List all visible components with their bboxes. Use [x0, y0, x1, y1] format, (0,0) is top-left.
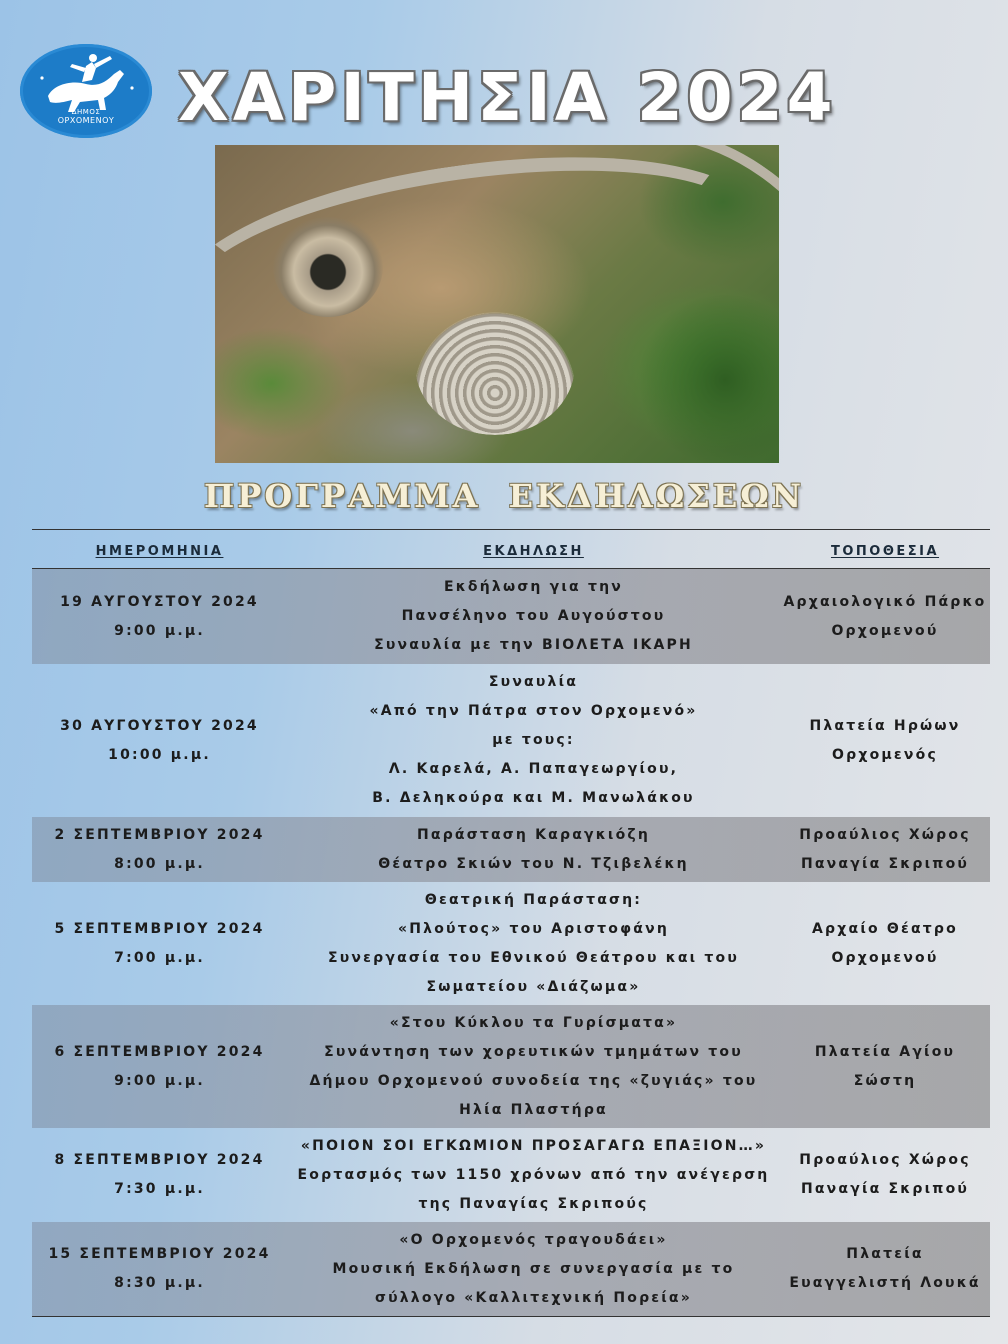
row-date: 6 ΣΕΠΤΕΜΒΡΙΟΥ 2024 — [54, 1043, 265, 1060]
row-event-line: Πανσέληνο του Αυγούστου — [401, 608, 666, 624]
row-location-line: Προαύλιος Χώρος — [799, 826, 971, 843]
table-header — [32, 530, 990, 569]
photo-treasury-dome — [273, 217, 383, 317]
row-event-line: «ΠΟΙΟΝ ΣΟΙ ΕΓΚΩΜΙΟΝ ΠΡΟΣΑΓΑΓΩ ΕΠΑΞΙΟΝ…» — [300, 1137, 767, 1154]
row-event-line: Συναυλία με την ΒΙΟΛΕΤΑ ΙΚΑΡΗ — [374, 637, 693, 653]
logo-text-line2: ΟΡΧΟΜΕΝΟΥ — [57, 116, 115, 125]
row-event-line: Λ. Καρελά, Α. Παπαγεωργίου, — [388, 761, 679, 777]
row-location-line: Πλατεία — [846, 1246, 924, 1262]
row-event-line: σύλλογο «Καλλιτεχνική Πορεία» — [374, 1289, 692, 1306]
row-event-cell — [287, 1005, 780, 1128]
row-date: 15 ΣΕΠΤΕΜΒΡΙΟΥ 2024 — [48, 1246, 271, 1262]
row-location-line: Ορχομενού — [831, 949, 939, 966]
row-time: 8:30 μ.μ. — [114, 1275, 205, 1291]
row-date-cell — [32, 1128, 287, 1222]
logo-text-line1: ΔΗΜΟΣ — [71, 108, 101, 116]
row-date: 2 ΣΕΠΤΕΜΒΡΙΟΥ 2024 — [54, 826, 265, 843]
row-event-line: Μουσική Εκδήλωση σε συνεργασία με το — [332, 1260, 735, 1277]
row-time: 9:00 μ.μ. — [114, 622, 205, 639]
row-time: 7:30 μ.μ. — [114, 1181, 205, 1197]
row-event-cell — [287, 664, 780, 817]
row-date-cell — [32, 1222, 287, 1316]
row-event-line: Ηλία Πλαστήρα — [459, 1101, 608, 1118]
row-location-cell — [780, 817, 990, 882]
row-location-cell — [780, 664, 990, 817]
row-event-line: Θέατρο Σκιών του Ν. Τζιβελέκη — [378, 855, 689, 872]
table-row — [32, 569, 990, 664]
row-date: 19 ΑΥΓΟΥΣΤΟΥ 2024 — [60, 593, 259, 610]
program-heading: ΠΡΟΓΡΑΜΜΑ ΕΚΔΗΛΩΣΕΩΝ — [204, 477, 804, 515]
row-location-line: Σώστη — [853, 1072, 917, 1089]
row-date-cell — [32, 817, 287, 882]
row-location-line: Αρχαίο Θέατρο — [812, 920, 958, 937]
row-location-line: Παναγία Σκριπού — [800, 1181, 970, 1197]
header-event: ΕΚΔΗΛΩΣΗ — [483, 544, 584, 559]
table-row — [32, 1005, 990, 1128]
row-location-cell — [780, 1128, 990, 1222]
row-date-cell — [32, 1005, 287, 1128]
poster-title: ΧΑΡΙΤΗΣΙΑ 2024 — [178, 59, 837, 136]
row-location-cell — [780, 1005, 990, 1128]
row-location-cell — [780, 569, 990, 664]
row-location-line: Ευαγγελιστή Λουκά — [789, 1275, 981, 1291]
table-row — [32, 664, 990, 817]
row-time: 7:00 μ.μ. — [114, 949, 205, 966]
row-event-cell — [287, 882, 780, 1005]
row-event-line: «Ο Ορχομενός τραγουδάει» — [399, 1231, 668, 1248]
row-event-line: Εορτασμός των 1150 χρόνων από την ανέγερση — [297, 1166, 770, 1183]
row-location-cell — [780, 1222, 990, 1316]
row-date: 30 ΑΥΓΟΥΣΤΟΥ 2024 — [60, 717, 259, 734]
table-row — [32, 882, 990, 1005]
row-location-line: Ορχομενός — [832, 746, 938, 763]
row-event-cell — [287, 569, 780, 664]
row-event-cell — [287, 1222, 780, 1316]
row-event-cell — [287, 1128, 780, 1222]
header-location: ΤΟΠΟΘΕΣΙΑ — [830, 544, 940, 559]
row-date-cell — [32, 664, 287, 817]
table-row — [32, 817, 990, 882]
table-row — [32, 1222, 990, 1317]
row-event-line: Δήμου Ορχομενού συνοδεία της «ζυγιάς» του — [309, 1072, 758, 1089]
row-event-line: Εκδήλωση για την — [444, 579, 623, 595]
row-date: 5 ΣΕΠΤΕΜΒΡΙΟΥ 2024 — [54, 920, 265, 937]
row-date-cell — [32, 569, 287, 664]
table-row — [32, 1128, 990, 1222]
row-time: 10:00 μ.μ. — [108, 746, 211, 763]
row-event-cell — [287, 817, 780, 882]
photo-trees — [635, 295, 779, 463]
row-location-cell — [780, 882, 990, 1005]
row-location-line: Αρχαιολογικό Πάρκο — [783, 593, 987, 610]
photo-ancient-theater — [415, 295, 575, 435]
row-location-line: Ορχομενού — [831, 622, 939, 639]
row-location-line: Πλατεία Ηρώων — [809, 717, 961, 734]
row-event-line: Β. Δεληκούρα και Μ. Μανωλάκου — [372, 790, 695, 806]
row-event-line: Θεατρική Παράσταση: — [424, 891, 643, 908]
row-location-line: Παναγία Σκριπού — [800, 855, 970, 872]
row-event-line: της Παναγίας Σκριπούς — [418, 1195, 649, 1212]
row-date: 8 ΣΕΠΤΕΜΒΡΙΟΥ 2024 — [54, 1152, 265, 1168]
row-time: 9:00 μ.μ. — [114, 1072, 205, 1089]
aerial-photo — [215, 145, 779, 463]
row-event-line: Παράσταση Καραγκιόζη — [416, 826, 651, 843]
events-table — [32, 529, 990, 1317]
row-event-line: Σωματείου «Διάζωμα» — [426, 978, 641, 995]
row-event-line: Συνάντηση των χορευτικών τμημάτων του — [324, 1043, 743, 1060]
header-date: ΗΜΕΡΟΜΗΝΙΑ — [95, 544, 224, 559]
municipality-logo — [20, 44, 152, 138]
row-event-line: Συνεργασία του Εθνικού Θεάτρου και του — [327, 949, 740, 966]
row-location-line: Προαύλιος Χώρος — [799, 1152, 971, 1168]
row-time: 8:00 μ.μ. — [114, 855, 205, 872]
row-date-cell — [32, 882, 287, 1005]
row-event-line: Συναυλία — [488, 674, 579, 690]
row-event-line: «Από την Πάτρα στον Ορχομενό» — [369, 703, 698, 719]
row-location-line: Πλατεία Αγίου — [814, 1043, 956, 1060]
row-event-line: «Πλούτος» του Αριστοφάνη — [398, 920, 669, 937]
row-event-line: «Στου Κύκλου τα Γυρίσματα» — [389, 1014, 678, 1031]
row-event-line: με τους: — [492, 732, 575, 748]
